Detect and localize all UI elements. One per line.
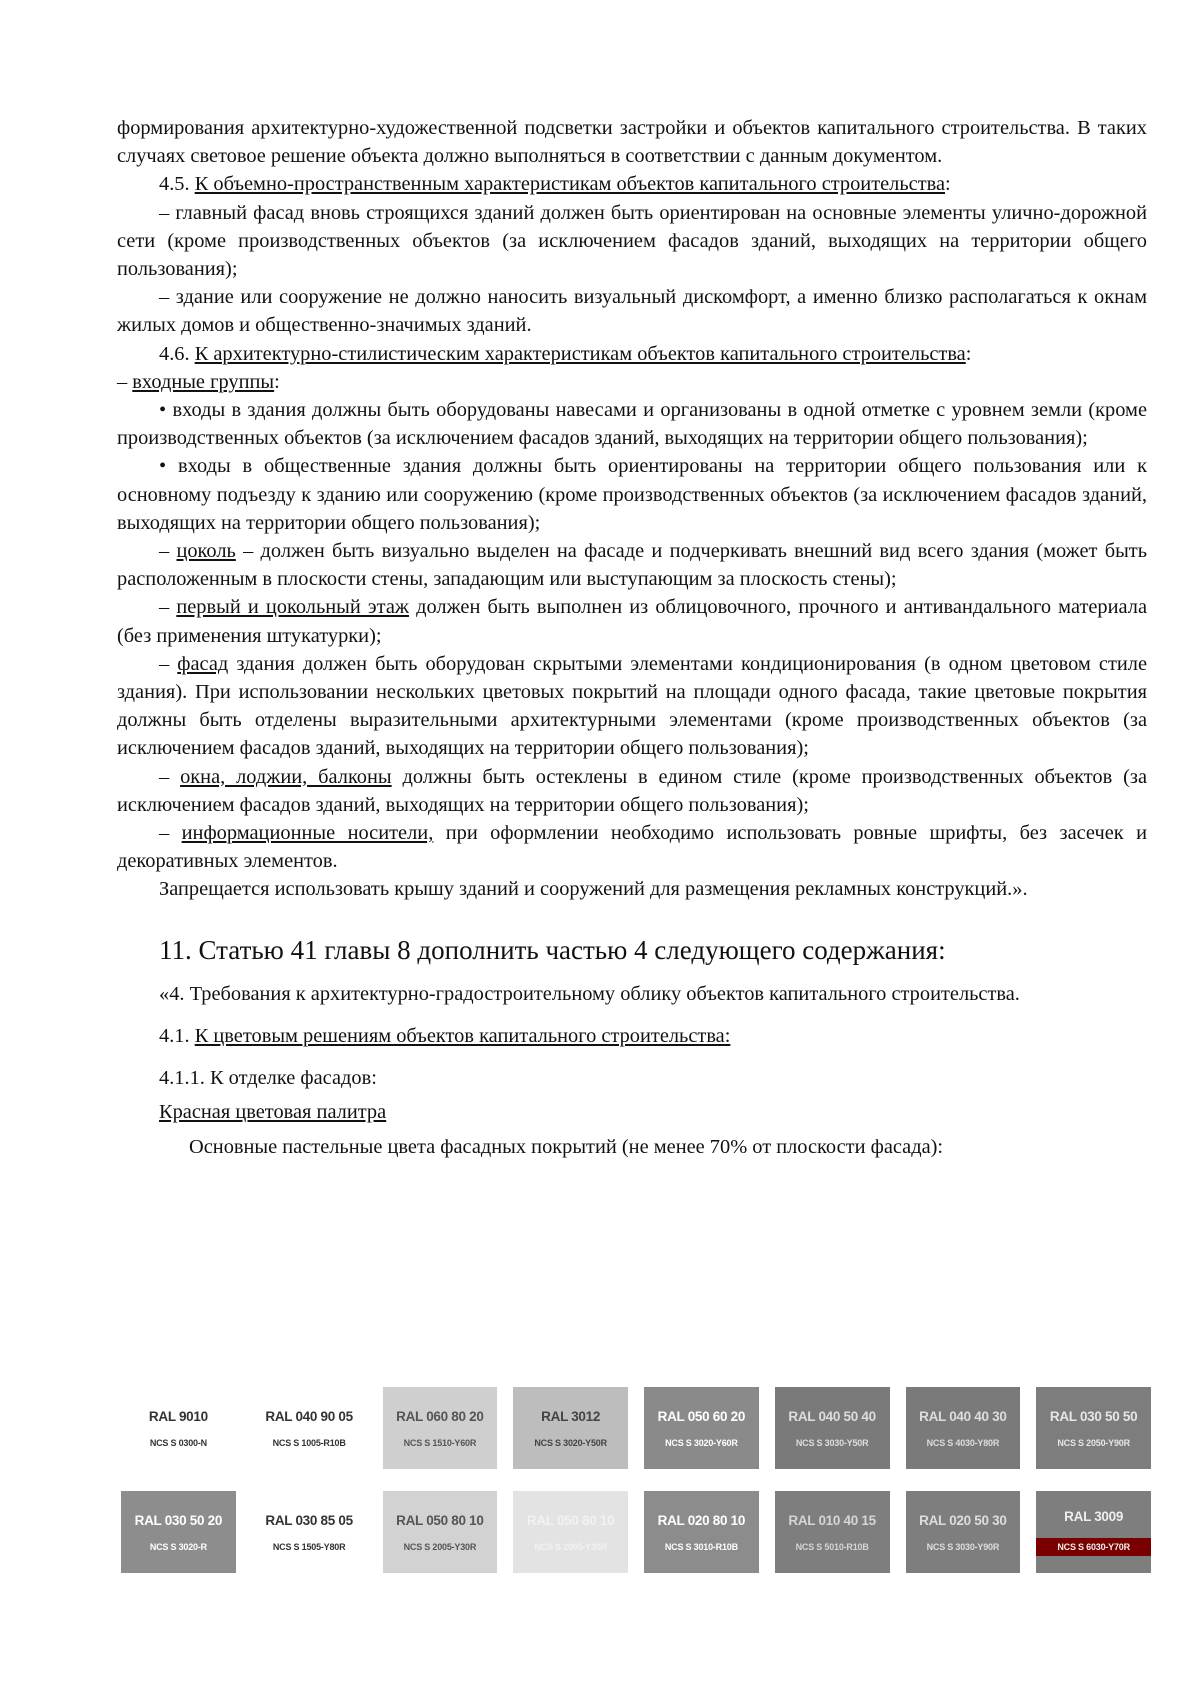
color-swatch xyxy=(644,1491,759,1573)
swatch-ncs-code: NCS S 1505-Y80R xyxy=(272,1541,346,1552)
swatch-ral-code: RAL 060 80 20 xyxy=(396,1408,484,1424)
swatch-ncs-code: NCS S 3030-Y90R xyxy=(926,1541,1000,1552)
color-swatch xyxy=(1036,1387,1151,1469)
swatch-ncs-code: NCS S 2005-Y30R xyxy=(403,1541,477,1552)
paragraph xyxy=(117,650,1147,763)
section-heading: 11. Статью 41 главы 8 дополнить частью 4 следующего содержания: xyxy=(159,934,946,965)
swatch-ral-code: RAL 030 50 50 xyxy=(1049,1408,1138,1424)
paragraph xyxy=(117,114,1147,170)
underlined-term: информационные носители, xyxy=(181,822,434,845)
paragraph-text: формирования архитектурно-художественной подсветки застройки и объектов капитального строительства. В таких случаях световое решение объекта должно выполняться в соответствии с данным документом. xyxy=(117,117,1147,168)
paragraph-prefix: 4.1. xyxy=(159,1024,195,1047)
underlined-term: входные группы xyxy=(132,370,275,393)
paragraph-prefix: – xyxy=(159,540,177,563)
swatch-row xyxy=(121,1387,1151,1469)
swatch-ral-code: RAL 020 80 10 xyxy=(657,1512,746,1528)
swatch-ncs-code: NCS S 2005-Y30R xyxy=(534,1541,607,1552)
paragraph-text: : xyxy=(945,173,951,196)
paragraph-prefix: – xyxy=(159,765,181,788)
paragraph-prefix: – xyxy=(159,596,177,619)
color-swatch xyxy=(121,1387,236,1469)
document-body xyxy=(117,114,1147,1161)
swatch-ncs-code: NCS S 3020-Y50R xyxy=(534,1437,607,1448)
paragraph xyxy=(117,819,1147,875)
paragraph-prefix: – xyxy=(117,370,133,393)
paragraph-text: здания должен быть оборудован скрытыми элементами кондиционирования (в одном цветовом стиле здания). При использовании нескольких цветовых покрытий на площади одного фасада, такие цветовые покрытия должны быть отделены выразительными архитектурными элементами (кроме производственных объектов (за исключением фасадов зданий, выходящих на территории общего пользования); xyxy=(117,652,1147,760)
paragraph xyxy=(117,199,1147,284)
underlined-term: первый и цокольный этаж xyxy=(176,596,409,619)
swatch-ral-code: RAL 040 90 05 xyxy=(265,1408,353,1424)
swatch-ral-code: RAL 030 85 05 xyxy=(265,1512,353,1528)
swatch-ral-code: RAL 050 80 10 xyxy=(396,1512,484,1528)
paragraph xyxy=(117,396,1147,452)
paragraph-text: должны быть остеклены в едином стиле (кроме производственных объектов (за исключением фасадов зданий, выходящих на территории общего пользования); xyxy=(117,765,1148,816)
paragraph xyxy=(117,593,1147,649)
underlined-term: К архитектурно-стилистическим характеристикам объектов капитального строительства xyxy=(194,342,966,365)
paragraph-prefix: – xyxy=(159,652,178,675)
swatch-ncs-code: NCS S 3020-Y60R xyxy=(665,1437,738,1448)
underlined-term: цоколь xyxy=(176,540,236,563)
swatch-ncs-code: NCS S 1005-R10B xyxy=(272,1437,346,1448)
paragraph-text: Запрещается использовать крышу зданий и сооружений для размещения рекламных конструкций.». xyxy=(159,878,1028,901)
paragraph xyxy=(117,170,1147,198)
color-swatch xyxy=(906,1491,1021,1573)
swatch-ral-code: RAL 3009 xyxy=(1064,1508,1124,1524)
swatch-ral-code: RAL 040 50 40 xyxy=(788,1408,876,1424)
swatch-ral-code: RAL 050 80 10 xyxy=(526,1512,615,1528)
paragraph-text: : xyxy=(274,370,280,393)
swatch-ral-code: RAL 3012 xyxy=(541,1408,601,1424)
swatch-ral-code: RAL 050 60 20 xyxy=(657,1408,746,1424)
paragraph xyxy=(117,368,1147,396)
swatch-ncs-code: NCS S 5010-R10B xyxy=(795,1541,869,1552)
swatch-ncs-code: NCS S 4030-Y80R xyxy=(926,1437,1000,1448)
paragraph xyxy=(117,763,1147,819)
paragraph-text: – должен быть визуально выделен на фасаде и подчеркивать внешний вид всего здания (может быть расположенным в плоскости стены, западающим или выступающим за плоскость стены); xyxy=(117,540,1147,591)
underlined-term: фасад xyxy=(177,652,229,675)
swatch-ncs-code: NCS S 3030-Y50R xyxy=(795,1437,869,1448)
paragraph-text: : xyxy=(965,342,972,365)
swatch-ral-code: RAL 010 40 15 xyxy=(788,1512,876,1528)
swatch-ncs-code: NCS S 1510-Y60R xyxy=(403,1437,477,1448)
paragraph-text: – здание или сооружение не должно наносить визуальный дискомфорт, а именно близко располагаться к окнам жилых домов и общественно-значимых зданий. xyxy=(117,286,1147,337)
swatch-ral-code: RAL 040 40 30 xyxy=(919,1408,1007,1424)
swatch-ral-code: RAL 020 50 30 xyxy=(919,1512,1007,1528)
paragraph xyxy=(117,340,1147,368)
swatch-ncs-code: NCS S 2050-Y90R xyxy=(1057,1437,1130,1448)
paragraph-text: • входы в общественные здания должны быть ориентированы на территории общего пользования или к основному подъезду к зданию или сооружению (кроме производственных объектов (за исключением фасадов зданий, выходящих на территории общего пользования); xyxy=(117,455,1147,534)
swatch-ncs-code: NCS S 6030-Y70R xyxy=(1036,1538,1151,1556)
swatch-row xyxy=(121,1491,1151,1573)
underlined-term: К объемно-пространственным характеристикам объектов капитального строительства xyxy=(194,173,946,196)
paragraph-text: должен быть выполнен из облицовочного, прочного и антивандального материала (без применения штукатурки); xyxy=(117,596,1147,647)
color-swatch xyxy=(906,1387,1021,1469)
paragraph-text: «4. Требования к архитектурно-градостроительному облику объектов капитального строительства. xyxy=(159,982,1020,1005)
swatch-ral-code: RAL 030 50 20 xyxy=(134,1512,223,1528)
color-swatch xyxy=(775,1387,890,1469)
color-swatch xyxy=(1036,1491,1151,1573)
paragraph-text: при оформлении необходимо использовать ровные шрифты, без засечек и декоративных элементов. xyxy=(117,822,1148,873)
color-swatch xyxy=(121,1491,236,1573)
color-swatch xyxy=(644,1387,759,1469)
swatch-ral-code: RAL 9010 xyxy=(148,1408,208,1424)
color-swatch xyxy=(252,1387,367,1469)
color-swatch xyxy=(775,1491,890,1573)
color-swatch xyxy=(513,1387,628,1469)
swatch-ncs-code: NCS S 0300-N xyxy=(149,1437,207,1448)
paragraph-prefix: 4.6. xyxy=(159,342,195,365)
paragraph xyxy=(117,283,1147,339)
swatch-ncs-code: NCS S 3010-R10B xyxy=(664,1541,738,1552)
paragraph xyxy=(117,537,1147,593)
color-swatch xyxy=(513,1491,628,1573)
palette-title: Красная цветовая палитра xyxy=(159,1101,387,1124)
paragraph-text: • входы в здания должны быть оборудованы навесами и организованы в одной отметке с уровнем земли (кроме производственных объектов (за исключением фасадов зданий, выходящих на территории общего пользования); xyxy=(117,399,1147,450)
paragraph-prefix: – xyxy=(159,822,182,845)
underlined-term: окна, лоджии, балконы xyxy=(180,765,392,788)
underlined-term: К цветовым решениям объектов капитального строительства: xyxy=(194,1024,731,1047)
color-swatch xyxy=(252,1491,367,1573)
color-swatch xyxy=(383,1387,498,1469)
paragraph-text: 4.1.1. К отделке фасадов: xyxy=(159,1067,377,1090)
color-palette-grid xyxy=(121,1387,1151,1595)
color-swatch xyxy=(383,1491,498,1573)
paragraph-text: – главный фасад вновь строящихся зданий должен быть ориентирован на основные элементы улично-дорожной сети (кроме производственных объектов (за исключением фасадов зданий, выходящих на территории общего пользования); xyxy=(117,201,1147,281)
swatch-ncs-code: NCS S 3020-R xyxy=(149,1541,207,1552)
paragraph-prefix: 4.5. xyxy=(159,173,195,196)
palette-caption: Основные пастельные цвета фасадных покрытий (не менее 70% от плоскости фасада): xyxy=(189,1135,944,1158)
paragraph xyxy=(117,452,1147,537)
paragraph xyxy=(117,875,1147,903)
